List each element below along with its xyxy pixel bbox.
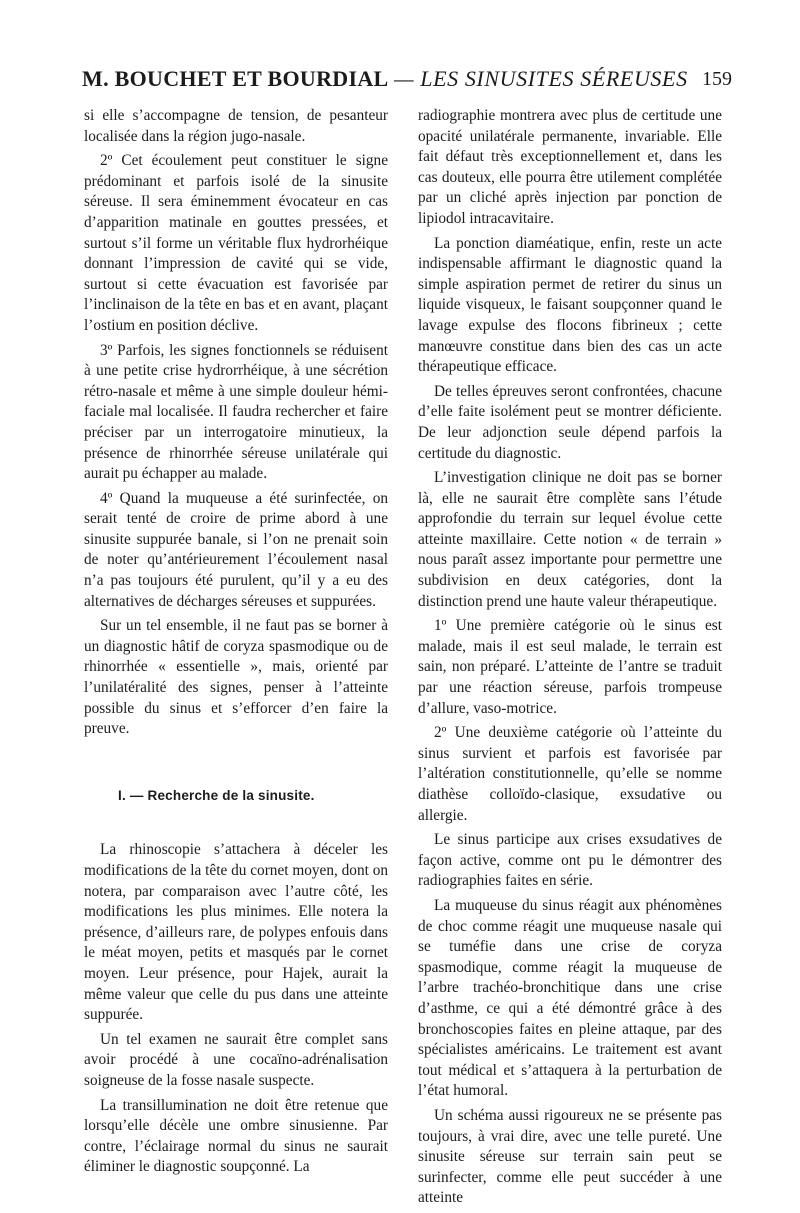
left-column	[84, 106, 388, 1182]
paragraph: 1º Une première catégorie où le sinus est malade, mais il est seul malade, le terrain est sain, non préparé. L’atteinte de l’antre se traduit par une réaction séreuse, parfois trompeuse d’allure, vaso-motrice.	[418, 617, 722, 717]
section-heading: I. — Recherche de la sinusite.	[118, 787, 315, 803]
paragraph: 4º Quand la muqueuse a été surinfectée, on serait tenté de croire de prime abord à une sinusite suppurée banale, si l’on ne prenait soin de noter qu’antérieurement l’écoulement nasal n’a pas toujours été purulent, qu’il y a eu des alternatives de décharges séreuses et suppurées.	[84, 489, 388, 610]
header-title: — LES SINUSITES SÉREUSES	[394, 66, 688, 91]
paragraph: La ponction diaméatique, enfin, reste un acte indispensable affirmant le diagnostic quand la simple aspiration permet de retirer du sinus un liquide visqueux, le faisant soupçonner quand le lavage expulse des flocons fibrineux ; cette manœuvre constitue dans bien des cas un acte thérapeutique efficace.	[418, 234, 722, 376]
paragraph: De telles épreuves seront confrontées, chacune d’elle faite isolément peut se montrer déficiente. De leur adjonction seule dépend parfois la certitude du diagnostic.	[418, 382, 722, 462]
paragraph: 3º Parfois, les signes fonctionnels se réduisent à une petite crise hydrorrhéique, à une sécrétion rétro-nasale et même à une simple douleur hémi-faciale mal localisée. Il faudra rechercher et faire préciser par un interrogatoire minutieux, la présence de rhinorrhée séreuse unilatérale qui aurait pu échapper au malade.	[84, 341, 388, 483]
running-header	[82, 66, 732, 104]
paragraph: Un tel examen ne saurait être complet sans avoir procédé à une cocaïno-adrénalisation soigneuse de la fosse nasale suspecte.	[84, 1030, 388, 1089]
paragraph: Sur un tel ensemble, il ne faut pas se borner à un diagnostic hâtif de coryza spasmodique ou de rhinorrhée « essentielle », mais, orienté par l’unilatéralité des signes, penser à l’atteinte possible du sinus et s’efforcer d’en faire la preuve.	[84, 617, 388, 738]
paragraph: si elle s’accompagne de tension, de pesanteur localisée dans la région jugo-nasale.	[84, 107, 388, 145]
paragraph: 2º Une deuxième catégorie où l’atteinte du sinus survient et parfois est favorisée par l’altération constitutionnelle, qu’elle se nomme diathèse colloïdo-clasique, exsudative ou allergie.	[418, 724, 722, 824]
header-authors: M. BOUCHET ET BOURDIAL	[82, 66, 389, 91]
paragraph: La muqueuse du sinus réagit aux phénomènes de choc comme réagit une muqueuse nasale qui se tuméfie dans une crise de coryza spasmodique, comme réagit la muqueuse de l’arbre trachéo-bronchitique dans une crise d’asthme, ce qui a été démontré grâce à des bronchoscopies faites en pleine attaque, par des spécialistes américains. Le traitement est avant tout médical et s’attaquera à la perturbation de l’état humoral.	[418, 896, 722, 1100]
paragraph: La rhinoscopie s’attachera à déceler les modifications de la tête du cornet moyen, dont on notera, par comparaison avec l’autre côté, les modifications les plus minimes. Elle notera la présence, d’ailleurs rare, de polypes enfouis dans le méat moyen, petits et masqués par le cornet moyen. Leur présence, pour Hajek, aurait la même valeur que celle du pus dans une atteinte suppurée.	[84, 841, 388, 1024]
page-number: 159	[702, 68, 732, 90]
right-column	[418, 106, 722, 1213]
paragraph: La transillumination ne doit être retenue que lorsqu’elle décèle une ombre sinusienne. Par contre, l’éclairage normal du sinus ne saurait éliminer le diagnostic soupçonné. La	[84, 1096, 388, 1176]
paragraph: Un schéma aussi rigoureux ne se présente pas toujours, à vrai dire, avec une telle pureté. Une sinusite séreuse sur terrain sain peut se surinfecter, comme elle peut succéder à une atteinte	[418, 1106, 722, 1207]
paragraph: Le sinus participe aux crises exsudatives de façon active, comme ont pu le démontrer des radiographies faites en série.	[418, 831, 722, 890]
paragraph: radiographie montrera avec plus de certitude une opacité unilatérale permanente, invariable. Elle fait défaut très exceptionnellement et, dans les cas douteux, elle pourra être utilement complétée par un cliché après injection par ponction de lipiodol intracavitaire.	[418, 107, 722, 227]
paragraph: L’investigation clinique ne doit pas se borner là, elle ne saurait être complète sans l’étude approfondie du terrain sur lequel évolue cette atteinte maxillaire. Cette notion « de terrain » nous paraît assez importante pour permettre une subdivision en deux catégories, dont la distinction prend une haute valeur thérapeutique.	[418, 469, 722, 610]
paragraph: 2º Cet écoulement peut constituer le signe prédominant et parfois isolé de la sinusite séreuse. Il sera éminemment évocateur en cas d’apparition matinale en gouttes pressées, et surtout s’il forme un véritable flux hydrorhéique donnant l’impression de cavité qui se vide, surtout si cette évacuation est favorisée par l’inclinaison de la tête en bas et en avant, plaçant l’ostium en position déclive.	[84, 152, 388, 334]
